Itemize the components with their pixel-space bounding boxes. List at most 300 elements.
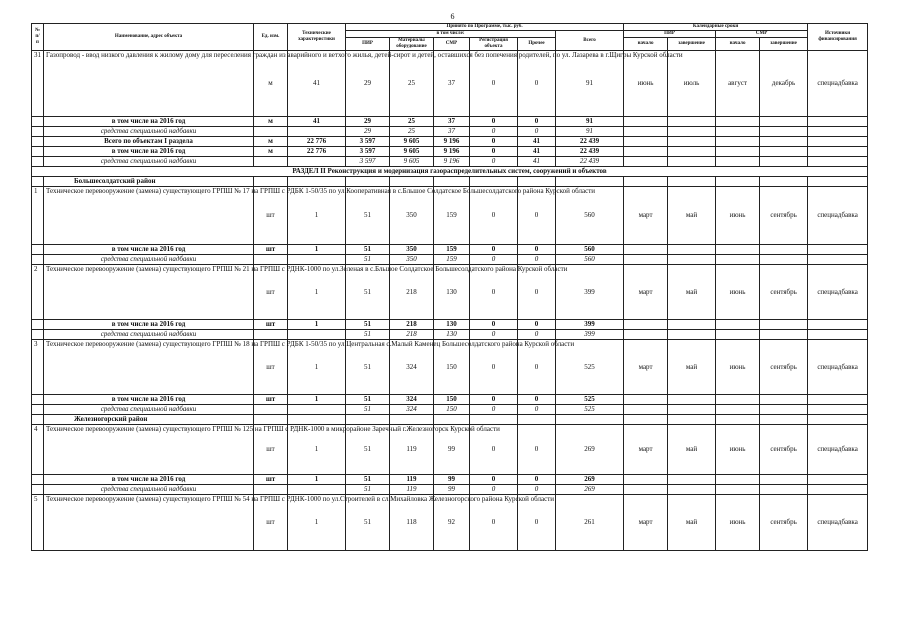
row-number: 2 xyxy=(32,265,44,320)
row-number-empty xyxy=(32,330,44,340)
object-row xyxy=(32,187,868,245)
tech-cell xyxy=(288,485,346,495)
unit-cell: шт xyxy=(254,320,288,330)
pir-end-cell: май xyxy=(668,425,716,475)
row-number-empty xyxy=(32,255,44,265)
total-cell: 91 xyxy=(556,51,624,117)
source-cell: спецнадбавка xyxy=(808,265,868,320)
empty-cell xyxy=(624,177,668,187)
empty-cell xyxy=(668,127,716,137)
empty-cell xyxy=(760,137,808,147)
subtotal-row xyxy=(32,320,868,330)
other-cell: 0 xyxy=(518,127,556,137)
smr-cell: 150 xyxy=(434,395,470,405)
smr-end-cell: сентябрь xyxy=(760,187,808,245)
col-no: № п/п xyxy=(32,24,44,51)
pir-cell: 51 xyxy=(346,405,390,415)
empty-cell xyxy=(668,157,716,167)
pir-end-cell: май xyxy=(668,187,716,245)
row-label: средства специальной надбавки xyxy=(44,255,254,265)
registration-cell: 0 xyxy=(470,147,518,157)
empty-cell xyxy=(254,415,288,425)
empty-cell xyxy=(716,485,760,495)
col-tech: Технические характеристики xyxy=(288,24,346,51)
col-registration: Регистрация объекта xyxy=(470,38,518,51)
pir-cell: 51 xyxy=(346,187,390,245)
tech-cell: 41 xyxy=(288,117,346,127)
empty-cell xyxy=(556,415,624,425)
empty-cell xyxy=(808,395,868,405)
unit-cell: шт xyxy=(254,187,288,245)
empty-cell xyxy=(808,255,868,265)
pir-start-cell: март xyxy=(624,340,668,395)
pir-cell: 51 xyxy=(346,475,390,485)
object-name: Техническое перевооружение (замена) существующего ГРПШ № 18 на ГРПШ с РДБК 1-50/35 по ул.Центральная с.Малый Каменец Большесолдатского района Курской области xyxy=(44,340,254,395)
smr-start-cell: июнь xyxy=(716,265,760,320)
tech-cell: 22 776 xyxy=(288,147,346,157)
pir-cell: 51 xyxy=(346,255,390,265)
unit-cell: шт xyxy=(254,340,288,395)
other-cell: 0 xyxy=(518,495,556,551)
empty-cell xyxy=(760,255,808,265)
pir-end-cell: июль xyxy=(668,51,716,117)
pir-cell: 51 xyxy=(346,495,390,551)
materials-cell: 25 xyxy=(390,127,434,137)
tech-cell: 1 xyxy=(288,495,346,551)
empty-cell xyxy=(760,320,808,330)
pir-cell: 3 597 xyxy=(346,147,390,157)
materials-cell: 218 xyxy=(390,320,434,330)
empty-cell xyxy=(808,320,868,330)
materials-cell: 9 605 xyxy=(390,137,434,147)
col-incl: в том числе: xyxy=(346,31,556,38)
empty-cell xyxy=(346,177,390,187)
row-number-empty xyxy=(32,485,44,495)
pir-end-cell: май xyxy=(668,340,716,395)
empty-cell xyxy=(254,177,288,187)
empty-cell xyxy=(808,127,868,137)
smr-end-cell: декабрь xyxy=(760,51,808,117)
total-cell: 22 439 xyxy=(556,147,624,157)
pir-cell: 29 xyxy=(346,117,390,127)
empty-cell xyxy=(518,177,556,187)
empty-cell xyxy=(624,255,668,265)
object-name: Техническое перевооружение (замена) существующего ГРПШ № 21 на ГРПШ с РДНК-1000 по ул.Зеленая в с.Бльшое Солдатское Большесолдатского района Курской области xyxy=(44,265,254,320)
table-header xyxy=(32,24,868,51)
tech-cell: 22 776 xyxy=(288,137,346,147)
smr-cell: 9 196 xyxy=(434,147,470,157)
object-name: Техническое перевооружение (замена) существующего ГРПШ № 125 на ГРПШ с РДНК-1000 в микрорайоне Заречный г.Железногорск Курской области xyxy=(44,425,254,475)
district-name: Большесолдатский район xyxy=(44,177,254,187)
empty-cell xyxy=(624,245,668,255)
unit-cell: шт xyxy=(254,265,288,320)
row-number-empty xyxy=(32,137,44,147)
other-cell: 0 xyxy=(518,485,556,495)
object-row xyxy=(32,425,868,475)
unit-cell: м xyxy=(254,137,288,147)
registration-cell: 0 xyxy=(470,395,518,405)
col-end-smr: завершение xyxy=(760,38,808,51)
empty-cell xyxy=(668,405,716,415)
empty-cell xyxy=(668,415,716,425)
pir-cell: 29 xyxy=(346,51,390,117)
unit-cell: шт xyxy=(254,495,288,551)
empty-cell xyxy=(716,127,760,137)
col-total: Всего xyxy=(556,31,624,51)
empty-cell xyxy=(716,415,760,425)
row-label: в том числе на 2016 год xyxy=(44,320,254,330)
other-cell: 0 xyxy=(518,320,556,330)
pir-start-cell: март xyxy=(624,265,668,320)
pir-cell: 3 597 xyxy=(346,137,390,147)
source-cell: спецнадбавка xyxy=(808,495,868,551)
empty-cell xyxy=(760,395,808,405)
empty-cell xyxy=(716,137,760,147)
special-funds-row xyxy=(32,330,868,340)
tech-cell: 41 xyxy=(288,51,346,117)
pir-cell: 29 xyxy=(346,127,390,137)
total-cell: 22 439 xyxy=(556,137,624,147)
registration-cell: 0 xyxy=(470,245,518,255)
materials-cell: 350 xyxy=(390,255,434,265)
unit-cell: м xyxy=(254,147,288,157)
empty-cell xyxy=(624,415,668,425)
materials-cell: 25 xyxy=(390,51,434,117)
total-cell: 399 xyxy=(556,320,624,330)
pir-cell: 51 xyxy=(346,330,390,340)
smr-end-cell: сентябрь xyxy=(760,495,808,551)
empty-cell xyxy=(760,415,808,425)
other-cell: 0 xyxy=(518,425,556,475)
smr-cell: 159 xyxy=(434,255,470,265)
unit-cell: шт xyxy=(254,245,288,255)
empty-cell xyxy=(716,320,760,330)
materials-cell: 218 xyxy=(390,265,434,320)
empty-cell xyxy=(716,395,760,405)
row-number-empty xyxy=(32,157,44,167)
col-start-pir: начало xyxy=(624,38,668,51)
registration-cell: 0 xyxy=(470,330,518,340)
materials-cell: 25 xyxy=(390,117,434,127)
smr-cell: 99 xyxy=(434,425,470,475)
total-cell: 525 xyxy=(556,395,624,405)
row-number: 3 xyxy=(32,340,44,395)
row-label: в том числе на 2016 год xyxy=(44,245,254,255)
source-cell: спецнадбавка xyxy=(808,187,868,245)
pir-start-cell: март xyxy=(624,495,668,551)
empty-cell xyxy=(760,177,808,187)
empty-cell xyxy=(624,475,668,485)
empty-cell xyxy=(668,117,716,127)
pir-end-cell: май xyxy=(668,265,716,320)
row-label: в том числе на 2016 год xyxy=(44,117,254,127)
object-row xyxy=(32,340,868,395)
other-cell: 0 xyxy=(518,340,556,395)
col-pir-period: ПИР xyxy=(624,31,716,38)
total-cell: 560 xyxy=(556,245,624,255)
empty-cell xyxy=(668,330,716,340)
subtotal-row xyxy=(32,395,868,405)
other-cell: 0 xyxy=(518,405,556,415)
empty-cell xyxy=(716,405,760,415)
materials-cell: 9 605 xyxy=(390,147,434,157)
pir-cell: 51 xyxy=(346,320,390,330)
empty-cell xyxy=(760,405,808,415)
smr-end-cell: сентябрь xyxy=(760,265,808,320)
row-number: 31 xyxy=(32,51,44,117)
registration-cell: 0 xyxy=(470,475,518,485)
total-cell: 399 xyxy=(556,265,624,320)
subtotal-row xyxy=(32,147,868,157)
tech-cell: 1 xyxy=(288,475,346,485)
registration-cell: 0 xyxy=(470,265,518,320)
other-cell: 0 xyxy=(518,330,556,340)
smr-start-cell: июнь xyxy=(716,340,760,395)
other-cell: 0 xyxy=(518,265,556,320)
materials-cell: 324 xyxy=(390,340,434,395)
empty-cell xyxy=(716,117,760,127)
total-cell: 560 xyxy=(556,187,624,245)
source-cell: спецнадбавка xyxy=(808,51,868,117)
pir-cell: 51 xyxy=(346,245,390,255)
special-funds-row xyxy=(32,405,868,415)
materials-cell: 119 xyxy=(390,485,434,495)
object-row xyxy=(32,265,868,320)
materials-cell: 118 xyxy=(390,495,434,551)
unit-cell: шт xyxy=(254,475,288,485)
empty-cell xyxy=(716,245,760,255)
row-number: 4 xyxy=(32,425,44,475)
district-row xyxy=(32,177,868,187)
other-cell: 0 xyxy=(518,51,556,117)
empty-cell xyxy=(390,177,434,187)
tech-cell xyxy=(288,330,346,340)
empty-cell xyxy=(624,147,668,157)
pir-cell: 51 xyxy=(346,425,390,475)
total-cell: 261 xyxy=(556,495,624,551)
unit-cell: м xyxy=(254,117,288,127)
special-funds-row xyxy=(32,127,868,137)
object-row xyxy=(32,495,868,551)
total-cell: 525 xyxy=(556,340,624,395)
district-name: Железногорский район xyxy=(44,415,254,425)
unit-cell xyxy=(254,485,288,495)
unit-cell xyxy=(254,255,288,265)
registration-cell: 0 xyxy=(470,255,518,265)
empty-cell xyxy=(808,117,868,127)
row-number-empty xyxy=(32,147,44,157)
registration-cell: 0 xyxy=(470,340,518,395)
registration-cell: 0 xyxy=(470,127,518,137)
empty-cell xyxy=(668,255,716,265)
empty-cell xyxy=(808,475,868,485)
empty-cell xyxy=(624,117,668,127)
total-cell: 22 439 xyxy=(556,157,624,167)
empty-cell xyxy=(470,415,518,425)
empty-cell xyxy=(760,127,808,137)
registration-cell: 0 xyxy=(470,485,518,495)
tech-cell: 1 xyxy=(288,320,346,330)
row-number: 5 xyxy=(32,495,44,551)
pir-cell: 51 xyxy=(346,340,390,395)
other-cell: 41 xyxy=(518,137,556,147)
col-end-pir: завершение xyxy=(668,38,716,51)
empty-cell xyxy=(808,485,868,495)
empty-cell xyxy=(668,320,716,330)
col-smr: СМР xyxy=(434,38,470,51)
col-start-smr: начало xyxy=(716,38,760,51)
total-cell: 269 xyxy=(556,425,624,475)
pir-cell: 51 xyxy=(346,395,390,405)
table-body xyxy=(32,51,868,551)
page-number: 6 xyxy=(450,12,455,21)
row-number: 1 xyxy=(32,187,44,245)
materials-cell: 218 xyxy=(390,330,434,340)
empty-cell xyxy=(808,157,868,167)
special-funds-row xyxy=(32,255,868,265)
tech-cell: 1 xyxy=(288,395,346,405)
unit-cell: шт xyxy=(254,395,288,405)
empty-cell xyxy=(434,177,470,187)
smr-end-cell: сентябрь xyxy=(760,340,808,395)
materials-cell: 324 xyxy=(390,395,434,405)
tech-cell: 1 xyxy=(288,245,346,255)
empty-cell xyxy=(624,330,668,340)
row-number-empty xyxy=(32,320,44,330)
col-calendar: Календарные сроки xyxy=(624,24,808,31)
special-funds-row xyxy=(32,157,868,167)
empty-cell xyxy=(624,157,668,167)
col-smr-period: СМР xyxy=(716,31,808,38)
smr-cell: 130 xyxy=(434,265,470,320)
empty-cell xyxy=(760,245,808,255)
empty-cell xyxy=(668,245,716,255)
special-funds-row xyxy=(32,485,868,495)
materials-cell: 350 xyxy=(390,187,434,245)
smr-start-cell: август xyxy=(716,51,760,117)
subtotal-row xyxy=(32,245,868,255)
empty-cell xyxy=(556,177,624,187)
source-cell: спецнадбавка xyxy=(808,425,868,475)
program-table xyxy=(31,23,868,551)
empty-cell xyxy=(668,475,716,485)
total-cell: 525 xyxy=(556,405,624,415)
smr-cell: 92 xyxy=(434,495,470,551)
empty-cell xyxy=(668,147,716,157)
smr-cell: 159 xyxy=(434,187,470,245)
materials-cell: 324 xyxy=(390,405,434,415)
empty-cell xyxy=(288,177,346,187)
registration-cell: 0 xyxy=(470,187,518,245)
empty-cell xyxy=(668,485,716,495)
tech-cell: 1 xyxy=(288,425,346,475)
tech-cell: 1 xyxy=(288,265,346,320)
empty-cell xyxy=(808,137,868,147)
smr-cell: 150 xyxy=(434,340,470,395)
empty-cell xyxy=(716,147,760,157)
empty-cell xyxy=(808,177,868,187)
row-label: средства специальной надбавки xyxy=(44,127,254,137)
empty-cell xyxy=(760,147,808,157)
empty-cell xyxy=(390,415,434,425)
empty-cell xyxy=(668,137,716,147)
registration-cell: 0 xyxy=(470,117,518,127)
registration-cell: 0 xyxy=(470,137,518,147)
object-row xyxy=(32,51,868,117)
smr-start-cell: июнь xyxy=(716,495,760,551)
object-name: Газопровод - ввод низкого давления к жилому дому для переселения граждан из аварийного и ветхого жилья, детей-сирот и детей, оставшихся без попечения родителей, по ул. Лазарева в г.Щигры Курской области xyxy=(44,51,254,117)
smr-start-cell: июнь xyxy=(716,187,760,245)
pir-start-cell: март xyxy=(624,425,668,475)
empty-cell xyxy=(760,157,808,167)
row-label: средства специальной надбавки xyxy=(44,485,254,495)
smr-cell: 37 xyxy=(434,127,470,137)
unit-cell xyxy=(254,405,288,415)
row-number-empty xyxy=(32,405,44,415)
registration-cell: 0 xyxy=(470,320,518,330)
empty-cell xyxy=(624,320,668,330)
row-label: средства специальной надбавки xyxy=(44,330,254,340)
empty-cell xyxy=(624,137,668,147)
empty-cell xyxy=(808,415,868,425)
tech-cell xyxy=(288,127,346,137)
row-label: в том числе на 2016 год xyxy=(44,395,254,405)
empty-cell xyxy=(808,245,868,255)
col-other: Прочее xyxy=(518,38,556,51)
row-number-empty xyxy=(32,415,44,425)
empty-cell xyxy=(808,405,868,415)
col-unit: Ед. изм. xyxy=(254,24,288,51)
smr-cell: 9 196 xyxy=(434,137,470,147)
other-cell: 0 xyxy=(518,245,556,255)
col-source: Источники финансирования xyxy=(808,24,868,51)
empty-cell xyxy=(808,147,868,157)
other-cell: 0 xyxy=(518,395,556,405)
col-program-group: Принято по Программе, тыс. руб. xyxy=(346,24,624,31)
smr-end-cell: сентябрь xyxy=(760,425,808,475)
row-number-empty xyxy=(32,117,44,127)
empty-cell xyxy=(668,395,716,405)
materials-cell: 350 xyxy=(390,245,434,255)
empty-cell xyxy=(470,177,518,187)
empty-cell xyxy=(346,415,390,425)
object-name: Техническое перевооружение (замена) существующего ГРПШ № 17 на ГРПШ с РДБК 1-50/35 по ул.Кооперативная в с.Бльшое Солдатское Большесолдатского района Курской области xyxy=(44,187,254,245)
empty-cell xyxy=(624,405,668,415)
total-cell: 269 xyxy=(556,475,624,485)
unit-cell xyxy=(254,157,288,167)
smr-cell: 130 xyxy=(434,330,470,340)
materials-cell: 9 605 xyxy=(390,157,434,167)
tech-cell: 1 xyxy=(288,340,346,395)
col-materials: Материалы оборудование xyxy=(390,38,434,51)
total-cell: 399 xyxy=(556,330,624,340)
district-row xyxy=(32,415,868,425)
col-name: Наименование, адрес объекта xyxy=(44,24,254,51)
smr-start-cell: июнь xyxy=(716,425,760,475)
row-number-empty xyxy=(32,177,44,187)
row-number-empty xyxy=(32,127,44,137)
row-number-empty xyxy=(32,475,44,485)
row-label: средства специальной надбавки xyxy=(44,157,254,167)
pir-cell: 51 xyxy=(346,485,390,495)
empty-cell xyxy=(760,330,808,340)
other-cell: 0 xyxy=(518,255,556,265)
total-cell: 91 xyxy=(556,117,624,127)
registration-cell: 0 xyxy=(470,405,518,415)
pir-cell: 3 597 xyxy=(346,157,390,167)
tech-cell xyxy=(288,157,346,167)
empty-cell xyxy=(624,127,668,137)
